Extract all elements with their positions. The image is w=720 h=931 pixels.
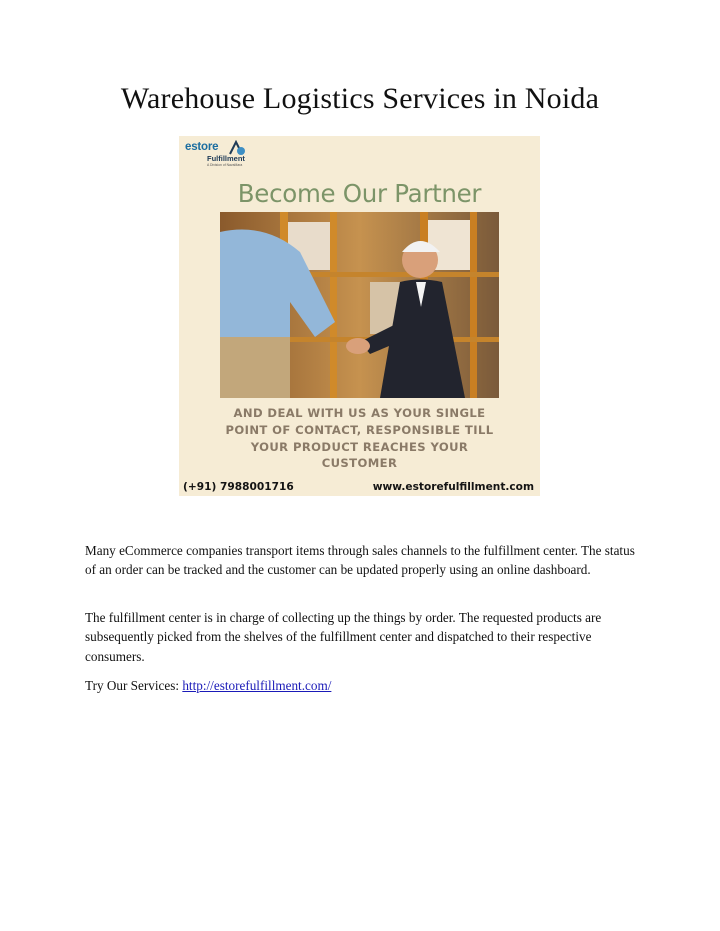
tagline-line: YOUR PRODUCT REACHES YOUR	[250, 439, 469, 454]
tagline-line: AND DEAL WITH US AS YOUR SINGLE	[233, 406, 486, 420]
handshake-photo	[220, 212, 499, 398]
banner-website: www.estorefulfillment.com	[372, 481, 534, 493]
banner-phone: (+91) 7988001716	[183, 481, 294, 493]
paragraph-fulfillment: The fulfillment center is in charge of collecting up the things by order. The requested products are subsequently picked from the shelves of the fulfillment center and dispatched to their respective consumers.	[85, 610, 602, 664]
tagline-line: CUSTOMER	[321, 456, 398, 471]
logo-fulfillment-text: Fulfillment	[207, 154, 245, 163]
banner-headline: Become Our Partner	[237, 179, 482, 208]
services-label: Try Our Services:	[85, 678, 180, 693]
paragraph-tracking: Many eCommerce companies transport items through sales channels to the fulfillment center. The status of an order can be tracked and the customer can be updated properly using an online dashboard.	[85, 543, 635, 578]
banner-tagline	[199, 405, 520, 472]
services-link[interactable]: http://estorefulfillment.com/	[182, 678, 332, 693]
page-title: Warehouse Logistics Services in Noida	[120, 82, 600, 115]
logo-estore-text: estore	[185, 141, 219, 153]
estore-logo	[185, 140, 261, 170]
logo-tagline-text: A Division of NavaMara	[207, 163, 243, 167]
partner-banner-image	[179, 136, 540, 496]
services-line	[85, 676, 635, 695]
tagline-line: POINT OF CONTACT, RESPONSIBLE TILL	[225, 422, 494, 437]
